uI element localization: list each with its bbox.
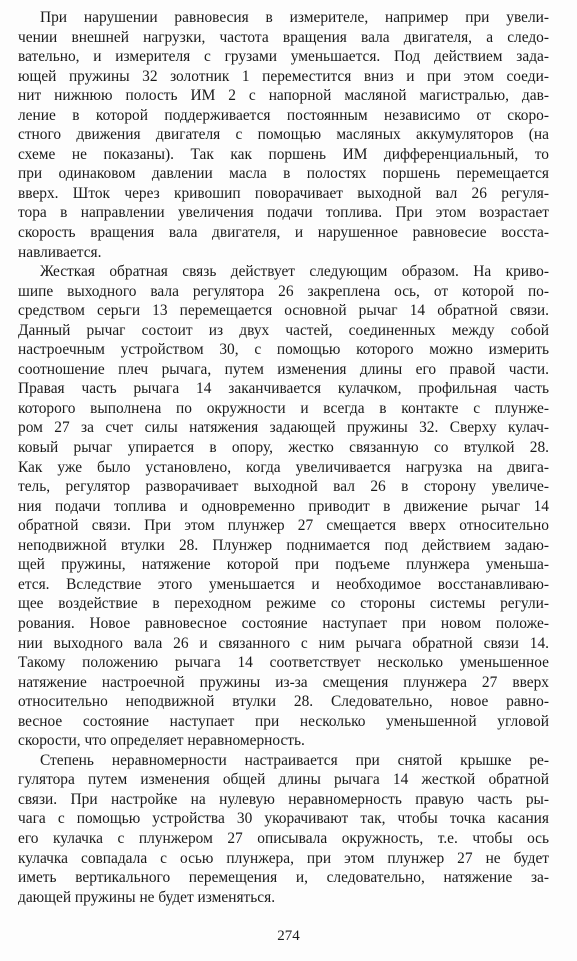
text-line: тель, регулятор разворачивает выходной вал 26 в сторону увеличе- xyxy=(18,478,549,496)
text-line: ющей пружины 32 золотник 1 переместится вниз и при этом соеди- xyxy=(18,67,549,85)
text-line: вательно, и измерителя с грузами уменьшается. Под действием зада- xyxy=(18,48,549,66)
text-line: кулачка совпадала с осью плунжера, при этом плунжер 27 не будет xyxy=(18,849,549,867)
text-line: При нарушении равновесия в измерителе, например при увели- xyxy=(40,9,549,26)
text-line: рования. Новое равновесное состояние наступает при новом положе- xyxy=(18,614,549,632)
text-line: которого выполнена по окружности и всегда в контакте с плунже- xyxy=(18,399,549,417)
text-line: Данный рычаг состоит из двух частей, соединенных между собой xyxy=(18,321,549,339)
text-line: тора в направлении увеличения подачи топлива. При этом возрастает xyxy=(18,204,549,222)
text-line: чага с помощью устройства 30 укорачивают так, чтобы точка касания xyxy=(18,810,549,828)
text-line: стного движения двигателя с помощью масляных аккумуляторов (на xyxy=(18,126,549,144)
text-line: шипе выходного вала регулятора 26 закреплена ось, от которой по- xyxy=(18,282,549,300)
text-line: навливается. xyxy=(18,243,102,261)
text-line: неподвижной втулки 28. Плунжер поднимается под действием задаю- xyxy=(18,536,549,554)
text-line: вверх. Шток через кривошип поворачивает выходной вал 26 регуля- xyxy=(18,184,549,202)
text-line: связи. При настройке на нулевую неравномерность правую часть ры- xyxy=(18,790,549,808)
text-line: ление в которой поддерживается постоянным независимо от скоро- xyxy=(18,106,549,124)
text-line: ковый рычаг упирается в опору, жестко связанную со втулкой 28. xyxy=(18,439,549,457)
text-line: скорость вращения вала двигателя, и нарушенное равновесие восста- xyxy=(18,224,549,242)
body-text xyxy=(18,8,549,907)
text-line: нии выходного вала 26 и связанного с ним рычага обратной связи 14. xyxy=(18,634,549,652)
text-line: скорости, что определяет неравномерность. xyxy=(18,732,305,750)
text-line: Степень неравномерности настраивается при снятой крышке ре- xyxy=(40,751,549,769)
text-line: Правая часть рычага 14 заканчивается кулачком, профильная часть xyxy=(18,380,549,398)
text-line: соотношение плеч рычага, путем изменения длины его правой части. xyxy=(18,360,549,378)
text-line: щей пружины, натяжение которой при подъеме плунжера уменьша- xyxy=(18,556,549,574)
text-line: иметь вертикального перемещения и, следовательно, натяжение за- xyxy=(18,869,549,887)
text-line: натяжение настроечной пружины из-за смещения плунжера 27 вверх xyxy=(18,673,549,691)
text-line: гулятора путем изменения общей длины рычага 14 жесткой обратной xyxy=(18,771,549,789)
text-line: Такому положению рычага 14 соответствует несколько уменьшенное xyxy=(18,654,549,672)
text-line: дающей пружины не будет изменяться. xyxy=(18,888,276,906)
text-line: щее воздействие в переходном режиме со стороны системы регули- xyxy=(18,595,549,613)
text-line: весное состояние наступает при несколько уменьшенной угловой xyxy=(18,712,549,730)
paragraph-1 xyxy=(18,8,549,262)
text-line: нит нижнюю полость ИМ 2 с напорной масляной магистралью, дав- xyxy=(18,87,549,105)
text-line: ется. Вследствие этого уменьшается и необходимое восстанавливаю- xyxy=(18,575,549,593)
paragraph-2 xyxy=(18,262,549,751)
text-line: средством серьги 13 перемещается основной рычаг 14 обратной связи. xyxy=(18,302,549,320)
text-line: чении внешней нагрузки, частота вращения вала двигателя, а следо- xyxy=(18,28,549,46)
text-line: ния подачи топлива и одновременно приводит в движение рычаг 14 xyxy=(18,497,549,515)
text-line: при одинаковом давлении масла в полостях поршень перемещается xyxy=(18,165,549,183)
text-line: схеме не показаны). Так как поршень ИМ дифференциальный, то xyxy=(18,145,549,163)
page-number: 274 xyxy=(277,928,300,944)
text-line: относительно неподвижной втулки 28. Следовательно, новое равно- xyxy=(18,693,549,711)
text-line: ром 27 за счет силы натяжения задающей пружины 32. Сверху кулач- xyxy=(18,419,549,437)
paragraph-3 xyxy=(18,751,549,907)
text-line: его кулачка с плунжером 27 описывала окружность, т.е. чтобы ось xyxy=(18,829,549,847)
text-line: Жесткая обратная связь действует следующим образом. На криво- xyxy=(40,263,549,281)
text-line: обратной связи. При этом плунжер 27 смещается вверх относительно xyxy=(18,517,549,535)
text-line: настроечным устройством 30, с помощью которого можно измерить xyxy=(18,341,549,359)
text-line: Как уже было установлено, когда увеличивается нагрузка на двига- xyxy=(18,458,549,476)
